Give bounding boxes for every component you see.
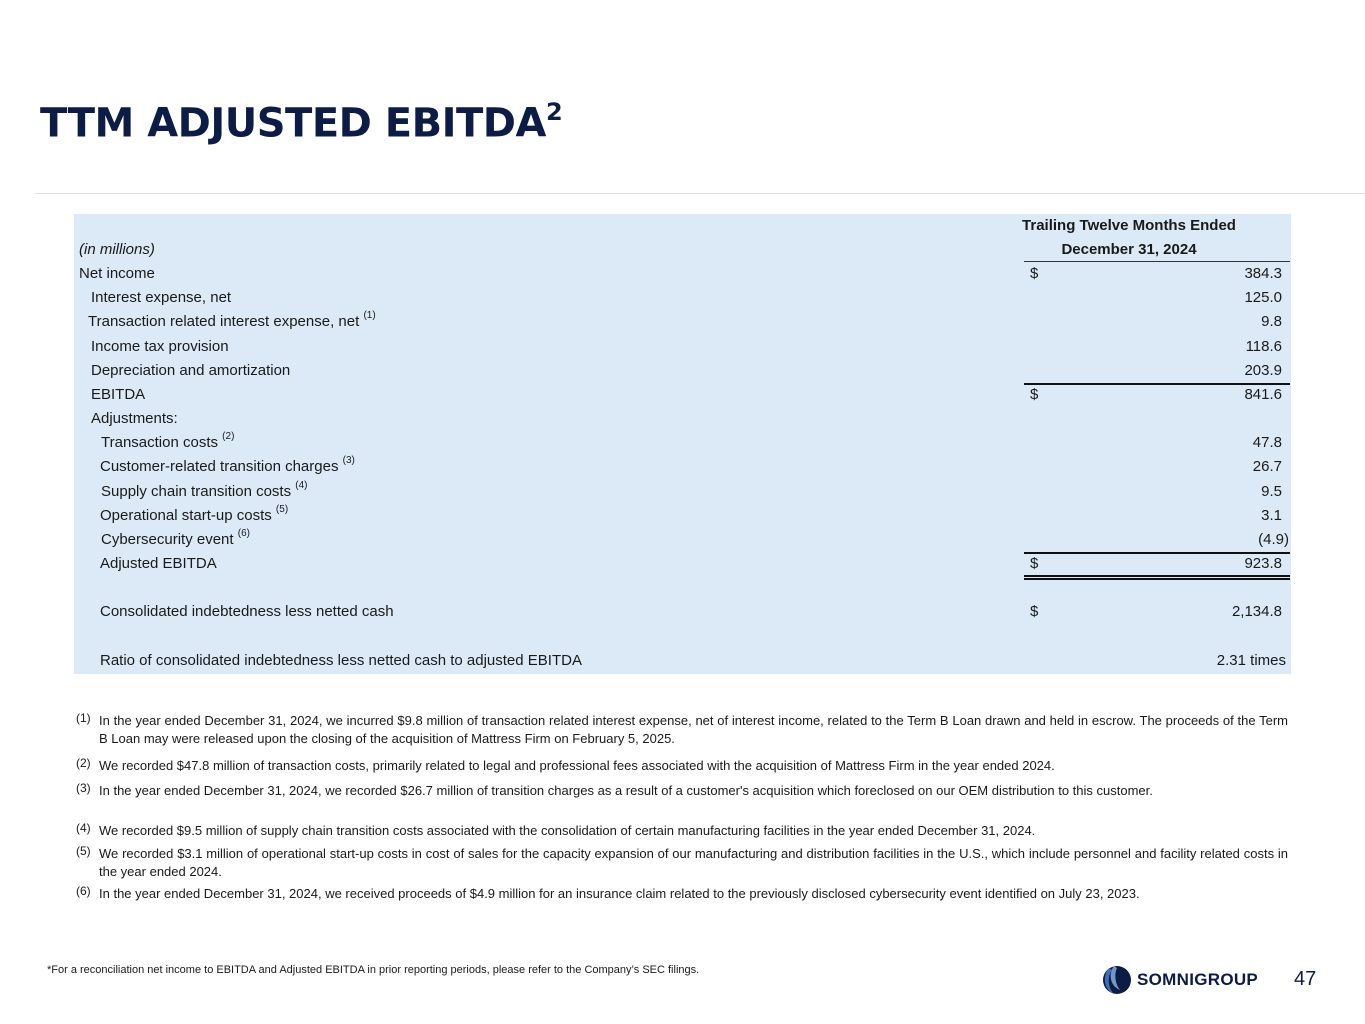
row-label: Transaction related interest expense, net $^{(1)}$ bbox=[88, 310, 376, 330]
table-row bbox=[0, 504, 1290, 528]
page-title bbox=[40, 100, 562, 146]
row-value: 118.6 bbox=[1245, 338, 1282, 355]
footnote bbox=[76, 845, 1288, 881]
table-row bbox=[0, 335, 1290, 359]
row-value: 841.6 bbox=[1244, 386, 1282, 403]
footnote-text: In the year ended December 31, 2024, we received proceeds of $4.9 million for an insurance claim related to the previously disclosed cybersecurity event identified on July 23, 2023. bbox=[99, 886, 1140, 901]
row-value: 9.5 bbox=[1261, 483, 1282, 500]
footnote-marker: (3) bbox=[76, 781, 91, 795]
row-value: 3.1 bbox=[1261, 507, 1282, 524]
row-value: 26.7 bbox=[1252, 458, 1282, 475]
row-value: 9.8 bbox=[1261, 313, 1282, 330]
brand-name: SOMNIGROUP bbox=[1137, 970, 1259, 989]
table-row bbox=[0, 383, 1290, 407]
table-row bbox=[0, 407, 1290, 431]
footnote-marker: (5) bbox=[76, 844, 91, 858]
table-row bbox=[0, 528, 1290, 552]
table-row bbox=[0, 359, 1290, 383]
row-currency: $ bbox=[1030, 555, 1039, 572]
row-value: (4.9) bbox=[1258, 531, 1289, 548]
table-row bbox=[0, 262, 1290, 286]
row-label: Transaction costs $^{(2)}$ bbox=[101, 431, 235, 451]
somnigroup-logo-icon bbox=[1100, 960, 1132, 1000]
row-label: Customer-related transition charges $^{(3)}$ bbox=[100, 455, 355, 475]
title-divider bbox=[35, 193, 1365, 194]
row-label: Supply chain transition costs $^{(4)}$ bbox=[101, 480, 308, 500]
row-label: Adjusted EBITDA bbox=[100, 555, 217, 572]
units-label: (in millions) bbox=[79, 241, 155, 258]
footnote-marker: (1) bbox=[76, 711, 91, 725]
total-double-rule bbox=[1024, 575, 1290, 580]
column-header-line-2: December 31, 2024 bbox=[1061, 241, 1197, 258]
row-value: 125.0 bbox=[1244, 289, 1282, 306]
column-header-line-1: Trailing Twelve Months Ended bbox=[1022, 217, 1236, 234]
footnote-marker: (6) bbox=[76, 884, 91, 898]
table-row bbox=[0, 431, 1290, 455]
row-label: Cybersecurity event $^{(6)}$ bbox=[101, 528, 250, 548]
row-value: 2.31 times bbox=[1216, 652, 1286, 669]
footnote bbox=[76, 712, 1288, 748]
row-currency: $ bbox=[1030, 386, 1039, 403]
footnote bbox=[76, 885, 1288, 903]
footnote bbox=[76, 782, 1288, 800]
row-value: 2,134.8 bbox=[1231, 603, 1282, 620]
row-value: 923.8 bbox=[1244, 555, 1282, 572]
footnote bbox=[76, 822, 1288, 840]
page-title-superscript: 2 bbox=[545, 98, 563, 126]
row-label: Operational start-up costs $^{(5)}$ bbox=[100, 504, 289, 524]
sec-filings-note: *For a reconciliation net income to EBITDA and Adjusted EBITDA in prior reporting periods, please refer to the Company’s SEC filings. bbox=[47, 964, 700, 976]
table-row bbox=[0, 286, 1290, 310]
table-row bbox=[0, 552, 1290, 576]
page-title-text: TTM ADJUSTED EBITDA bbox=[40, 100, 546, 147]
footnote-text: We recorded $9.5 million of supply chain transition costs associated with the consolidation of certain manufacturing facilities in the year ended December 31, 2024. bbox=[99, 823, 1036, 838]
footnote-marker: (4) bbox=[76, 821, 91, 835]
row-label: Net income bbox=[79, 265, 155, 282]
footnote-text: We recorded $47.8 million of transaction costs, primarily related to legal and professional fees associated with the acquisition of Mattress Firm in the year ended 2024. bbox=[99, 758, 1055, 773]
table-row bbox=[0, 455, 1290, 479]
table-row bbox=[0, 600, 1290, 624]
row-currency: $ bbox=[1030, 265, 1039, 282]
row-value: 47.8 bbox=[1252, 434, 1282, 451]
row-label: Depreciation and amortization bbox=[91, 362, 291, 379]
row-label: Consolidated indebtedness less netted cash bbox=[100, 603, 394, 620]
row-currency: $ bbox=[1030, 603, 1039, 620]
table-row bbox=[0, 480, 1290, 504]
table-row bbox=[0, 649, 1290, 673]
row-label: Ratio of consolidated indebtedness less netted cash to adjusted EBITDA bbox=[100, 652, 582, 669]
footnote-marker: (2) bbox=[76, 756, 91, 770]
footnote bbox=[76, 757, 1288, 775]
row-value: 384.3 bbox=[1244, 265, 1282, 282]
footnote-text: In the year ended December 31, 2024, we recorded $26.7 million of transition charges as a result of a customer's acquisition which foreclosed on our OEM distribution to this customer. bbox=[99, 783, 1153, 798]
row-label: Interest expense, net bbox=[91, 289, 232, 306]
footnote-text: In the year ended December 31, 2024, we incurred $9.8 million of transaction related interest expense, net of interest income, related to the Term B Loan drawn and held in escrow. The proceeds of the Term B Loan may were released upon the closing of the acquisition of Mattress Firm on February 5, 2025. bbox=[99, 713, 1288, 746]
row-label: Adjustments: bbox=[91, 410, 178, 427]
page-number: 47 bbox=[1294, 968, 1317, 990]
row-value: 203.9 bbox=[1244, 362, 1282, 379]
row-label: EBITDA bbox=[91, 386, 146, 403]
table-row bbox=[0, 310, 1290, 334]
row-label: Income tax provision bbox=[91, 338, 229, 355]
footnote-text: We recorded $3.1 million of operational start-up costs in cost of sales for the capacity expansion of our manufacturing and distribution facilities in the U.S., which include personnel and facility related costs in the year ended 2024. bbox=[99, 846, 1288, 879]
